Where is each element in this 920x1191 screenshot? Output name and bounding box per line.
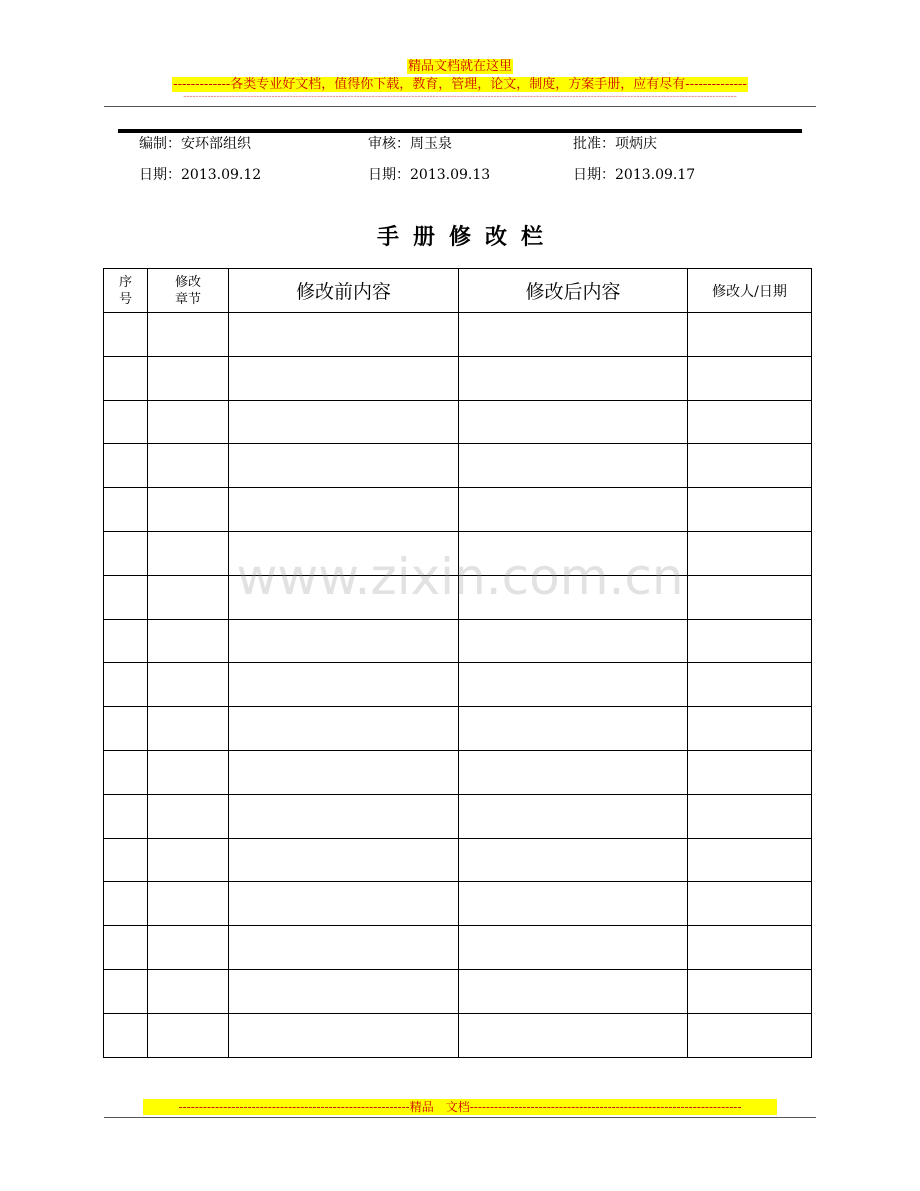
cell-before bbox=[229, 313, 459, 357]
cell-seq bbox=[104, 313, 148, 357]
cell-seq bbox=[104, 575, 148, 619]
cell-seq bbox=[104, 882, 148, 926]
table-row bbox=[104, 838, 812, 882]
cell-seq bbox=[104, 488, 148, 532]
cell-chapter bbox=[148, 575, 229, 619]
cell-seq bbox=[104, 663, 148, 707]
cell-before bbox=[229, 356, 459, 400]
cell-modifier bbox=[688, 969, 812, 1013]
cell-modifier bbox=[688, 926, 812, 970]
table-row bbox=[104, 488, 812, 532]
header-chapter-line1: 修改 bbox=[174, 274, 201, 290]
cell-modifier bbox=[688, 619, 812, 663]
banner-dash-line: -------------------------------------------------------------------------------------------------------------------------------------------------------------------------------------- bbox=[183, 92, 737, 102]
table-row bbox=[104, 794, 812, 838]
table-row bbox=[104, 882, 812, 926]
cell-chapter bbox=[148, 882, 229, 926]
cell-seq bbox=[104, 531, 148, 575]
cell-before bbox=[229, 794, 459, 838]
cell-before bbox=[229, 619, 459, 663]
cell-modifier bbox=[688, 400, 812, 444]
cell-chapter bbox=[148, 444, 229, 488]
cell-after bbox=[459, 575, 688, 619]
header-after: 修改后内容 bbox=[459, 269, 688, 313]
cell-after bbox=[459, 707, 688, 751]
cell-modifier bbox=[688, 313, 812, 357]
cell-chapter bbox=[148, 794, 229, 838]
cell-chapter bbox=[148, 619, 229, 663]
table-body bbox=[104, 313, 812, 1058]
cell-after bbox=[459, 969, 688, 1013]
cell-chapter bbox=[148, 838, 229, 882]
compiled-by: 编制：安环部组织 bbox=[139, 136, 251, 152]
revision-table bbox=[103, 268, 812, 1058]
table-row bbox=[104, 663, 812, 707]
cell-seq bbox=[104, 794, 148, 838]
watermark: www.zixin.com.cn bbox=[236, 548, 684, 606]
header-seq-line2: 号 bbox=[118, 291, 132, 307]
cell-after bbox=[459, 750, 688, 794]
table-row bbox=[104, 750, 812, 794]
header-modifier: 修改人/日期 bbox=[688, 269, 812, 313]
cell-seq bbox=[104, 969, 148, 1013]
cell-before bbox=[229, 663, 459, 707]
cell-chapter bbox=[148, 1013, 229, 1057]
cell-before bbox=[229, 488, 459, 532]
cell-after bbox=[459, 313, 688, 357]
banner-tagline bbox=[0, 73, 920, 93]
cell-before bbox=[229, 707, 459, 751]
cell-before bbox=[229, 750, 459, 794]
table-row bbox=[104, 531, 812, 575]
cell-modifier bbox=[688, 1013, 812, 1057]
cell-chapter bbox=[148, 663, 229, 707]
cell-before bbox=[229, 575, 459, 619]
table-header-row bbox=[104, 269, 812, 313]
cell-before bbox=[229, 838, 459, 882]
cell-chapter bbox=[148, 750, 229, 794]
banner-tagline-text: -------------各类专业好文档，值得你下载，教育，管理，论文，制度，方案手册，应有尽有-------------- bbox=[173, 77, 747, 92]
cell-after bbox=[459, 838, 688, 882]
cell-seq bbox=[104, 707, 148, 751]
header-before: 修改前内容 bbox=[229, 269, 459, 313]
cell-modifier bbox=[688, 750, 812, 794]
cell-seq bbox=[104, 400, 148, 444]
header-seq-line1: 序 bbox=[118, 274, 132, 290]
table-row bbox=[104, 1013, 812, 1057]
cell-after bbox=[459, 400, 688, 444]
cell-chapter bbox=[148, 707, 229, 751]
cell-seq bbox=[104, 356, 148, 400]
cell-seq bbox=[104, 838, 148, 882]
cell-modifier bbox=[688, 575, 812, 619]
header-seq bbox=[104, 269, 148, 313]
cell-before bbox=[229, 400, 459, 444]
cell-chapter bbox=[148, 356, 229, 400]
table-row bbox=[104, 707, 812, 751]
cell-modifier bbox=[688, 531, 812, 575]
cell-modifier bbox=[688, 663, 812, 707]
table-row bbox=[104, 400, 812, 444]
cell-chapter bbox=[148, 313, 229, 357]
cell-modifier bbox=[688, 707, 812, 751]
footer-bar: ---------------------------------------------------------精品 文档------------------------------------------------------------------- bbox=[143, 1099, 777, 1115]
cell-after bbox=[459, 444, 688, 488]
table-row bbox=[104, 926, 812, 970]
table-row bbox=[104, 444, 812, 488]
cell-seq bbox=[104, 1013, 148, 1057]
cell-seq bbox=[104, 926, 148, 970]
approved-date: 日期：2013.09.17 bbox=[573, 167, 696, 183]
footer-rule bbox=[104, 1117, 816, 1118]
table-row bbox=[104, 575, 812, 619]
cell-before bbox=[229, 531, 459, 575]
cell-seq bbox=[104, 619, 148, 663]
cell-seq bbox=[104, 444, 148, 488]
table-row bbox=[104, 619, 812, 663]
cell-before bbox=[229, 444, 459, 488]
reviewed-by: 审核：周玉泉 bbox=[368, 136, 452, 152]
header-rule bbox=[104, 106, 816, 107]
header-chapter-line2: 章节 bbox=[174, 291, 201, 307]
approved-by: 批准：项炳庆 bbox=[573, 136, 657, 152]
table-row bbox=[104, 969, 812, 1013]
table-row bbox=[104, 313, 812, 357]
cell-modifier bbox=[688, 356, 812, 400]
cell-modifier bbox=[688, 488, 812, 532]
cell-after bbox=[459, 926, 688, 970]
cell-after bbox=[459, 531, 688, 575]
cell-chapter bbox=[148, 531, 229, 575]
table-row bbox=[104, 356, 812, 400]
cell-after bbox=[459, 882, 688, 926]
cell-before bbox=[229, 926, 459, 970]
cell-chapter bbox=[148, 488, 229, 532]
header-chapter bbox=[148, 269, 229, 313]
cell-after bbox=[459, 1013, 688, 1057]
cell-chapter bbox=[148, 926, 229, 970]
cell-chapter bbox=[148, 969, 229, 1013]
form-title: 手册修改栏 bbox=[376, 225, 557, 250]
cell-modifier bbox=[688, 882, 812, 926]
cell-chapter bbox=[148, 400, 229, 444]
cell-before bbox=[229, 1013, 459, 1057]
cell-modifier bbox=[688, 838, 812, 882]
banner-title-text: 精品文档就在这里 bbox=[407, 59, 512, 74]
cell-seq bbox=[104, 750, 148, 794]
cell-modifier bbox=[688, 444, 812, 488]
compiled-date: 日期：2013.09.12 bbox=[139, 167, 262, 183]
cell-after bbox=[459, 356, 688, 400]
cell-after bbox=[459, 619, 688, 663]
cell-before bbox=[229, 969, 459, 1013]
cell-modifier bbox=[688, 794, 812, 838]
cell-after bbox=[459, 488, 688, 532]
cell-before bbox=[229, 882, 459, 926]
cell-after bbox=[459, 794, 688, 838]
thick-rule bbox=[118, 129, 802, 133]
reviewed-date: 日期：2013.09.13 bbox=[368, 167, 491, 183]
banner-title bbox=[0, 55, 920, 75]
cell-after bbox=[459, 663, 688, 707]
